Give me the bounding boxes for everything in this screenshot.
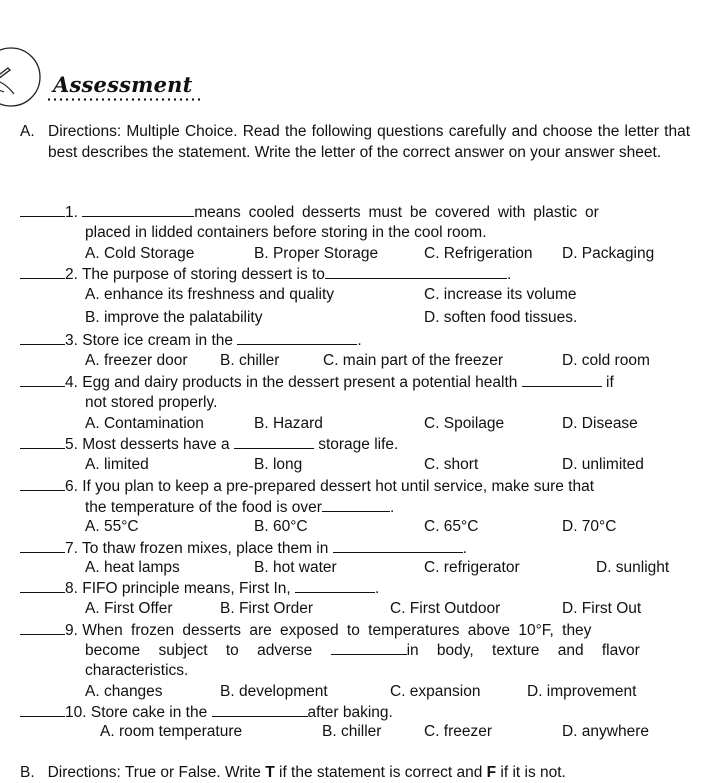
answer-blank-5[interactable] — [20, 434, 65, 449]
question-text-end: storage life. — [318, 436, 399, 453]
fill-blank — [331, 640, 407, 655]
section-a-directions-text: Directions: Multiple Choice. Read the following questions carefully and choose the letter that best describes the statement. Write the letter of the correct answer on your answer sheet. — [48, 123, 690, 161]
question-8 — [20, 578, 379, 599]
option-b: B. Hazard — [254, 415, 323, 432]
question-number: 3. — [65, 332, 78, 349]
fill-blank — [212, 702, 308, 717]
question-text: Most desserts have a — [82, 436, 230, 453]
option-d: D. improvement — [527, 683, 637, 700]
question-number: 9. — [65, 622, 78, 639]
question-1-line2: placed in lidded containers before storing in the cool room. — [85, 224, 487, 241]
section-b-directions — [20, 763, 566, 783]
option-d: D. unlimited — [562, 456, 644, 473]
answer-blank-8[interactable] — [20, 578, 65, 593]
option-a: A. enhance its freshness and quality — [85, 286, 335, 303]
question-text: FIFO principle means, First In, — [82, 580, 291, 597]
false-letter: F — [486, 764, 497, 781]
answer-blank-2[interactable] — [20, 264, 65, 279]
option-a: A. First Offer — [85, 600, 173, 617]
question-number: 8. — [65, 580, 78, 597]
section-b-label: B. — [20, 764, 35, 781]
question-number: 2. — [65, 266, 78, 283]
option-d: D. First Out — [562, 600, 642, 617]
section-a-label: A. — [20, 123, 35, 140]
option-b: B. improve the palatability — [85, 309, 263, 326]
answer-blank-3[interactable] — [20, 330, 65, 345]
fill-blank — [522, 372, 602, 387]
option-c: C. First Outdoor — [390, 600, 501, 617]
option-d: D. soften food tissues. — [424, 309, 578, 326]
option-d: D. anywhere — [562, 723, 650, 740]
question-6-line2 — [85, 497, 394, 518]
fill-blank — [325, 264, 507, 279]
option-b: B. long — [254, 456, 303, 473]
option-a: A. changes — [85, 683, 163, 700]
punctuation: . — [389, 499, 395, 516]
option-b: B. 60°C — [254, 518, 308, 535]
question-9-line3: characteristics. — [85, 662, 189, 679]
title-underline-divider — [46, 98, 201, 101]
punctuation: . — [506, 266, 512, 283]
question-text: become subject to adverse — [85, 642, 313, 659]
punctuation: . — [357, 332, 362, 349]
option-d: D. sunlight — [596, 559, 670, 576]
question-7 — [20, 538, 467, 559]
page-title: Assessment — [53, 72, 193, 97]
option-b: B. hot water — [254, 559, 337, 576]
option-a: A. Contamination — [85, 415, 204, 432]
question-text: in body, texture and flavor — [406, 642, 640, 659]
question-text: Store cake in the — [90, 704, 208, 721]
option-c: C. short — [424, 456, 479, 473]
question-text: When frozen desserts are exposed to temperatures above 10°F, they — [82, 622, 592, 639]
question-4-line2: not stored properly. — [85, 394, 218, 411]
option-b: B. development — [220, 683, 328, 700]
option-c: C. refrigerator — [424, 559, 520, 576]
question-text: Egg and dairy products in the dessert present a potential health — [82, 374, 518, 391]
option-c: C. expansion — [390, 683, 481, 700]
question-text: the temperature of the food is over — [85, 499, 322, 516]
option-d: D. 70°C — [562, 518, 617, 535]
answer-blank-10[interactable] — [20, 702, 65, 717]
question-5 — [20, 434, 398, 455]
punctuation: . — [375, 580, 380, 597]
directions-text: Directions: True or False. Write — [47, 764, 266, 781]
directions-text: if the statement is correct and — [274, 764, 487, 781]
option-c: C. increase its volume — [424, 286, 577, 303]
question-text-end: if — [606, 374, 614, 391]
question-6 — [20, 476, 594, 497]
question-number: 4. — [65, 374, 78, 391]
option-c: C. main part of the freezer — [323, 352, 504, 369]
question-4 — [20, 372, 614, 393]
option-b: B. First Order — [220, 600, 314, 617]
option-a: A. heat lamps — [85, 559, 180, 576]
option-d: D. Disease — [562, 415, 638, 432]
question-number: 7. — [65, 540, 78, 557]
section-a-directions — [20, 122, 690, 163]
question-number: 1. — [65, 204, 78, 221]
fill-blank — [237, 330, 357, 345]
answer-blank-7[interactable] — [20, 538, 65, 553]
option-c: C. freezer — [424, 723, 493, 740]
option-b: B. chiller — [322, 723, 382, 740]
option-a: A. freezer door — [85, 352, 188, 369]
question-text: To thaw frozen mixes, place them in — [81, 540, 329, 557]
question-9-line2 — [85, 640, 640, 661]
hand-writing-pencil-icon — [0, 46, 42, 108]
answer-blank-4[interactable] — [20, 372, 65, 387]
question-text: The purpose of storing dessert is to — [81, 266, 325, 283]
fill-blank — [322, 497, 390, 512]
option-c: C. Refrigeration — [424, 245, 533, 262]
question-3 — [20, 330, 362, 351]
option-b: B. chiller — [220, 352, 280, 369]
answer-blank-1[interactable] — [20, 202, 65, 217]
question-text: Store ice cream in the — [82, 332, 234, 349]
option-a: A. Cold Storage — [85, 245, 195, 262]
question-number: 6. — [65, 478, 78, 495]
fill-blank — [82, 202, 194, 217]
option-d: D. cold room — [562, 352, 650, 369]
question-2 — [20, 264, 511, 285]
question-text: means cooled desserts must be covered with plastic or — [194, 204, 599, 221]
fill-blank — [295, 578, 375, 593]
question-10 — [20, 702, 393, 723]
option-b: B. Proper Storage — [254, 245, 379, 262]
answer-blank-9[interactable] — [20, 620, 65, 635]
option-d: D. Packaging — [562, 245, 655, 262]
option-a: A. limited — [85, 456, 149, 473]
question-1 — [20, 202, 685, 223]
question-text-end: after baking. — [307, 704, 393, 721]
directions-text: if it is not. — [496, 764, 566, 781]
question-number: 5. — [65, 436, 78, 453]
option-c: C. 65°C — [424, 518, 479, 535]
answer-blank-6[interactable] — [20, 476, 65, 491]
fill-blank — [234, 434, 314, 449]
fill-blank — [333, 538, 463, 553]
question-9 — [20, 620, 685, 641]
option-c: C. Spoilage — [424, 415, 505, 432]
option-a: A. room temperature — [100, 723, 243, 740]
true-letter: T — [265, 764, 275, 781]
question-text: If you plan to keep a pre-prepared dessert hot until service, make sure that — [82, 478, 595, 495]
option-a: A. 55°C — [85, 518, 139, 535]
punctuation: . — [462, 540, 467, 557]
question-number: 10. — [65, 704, 87, 721]
